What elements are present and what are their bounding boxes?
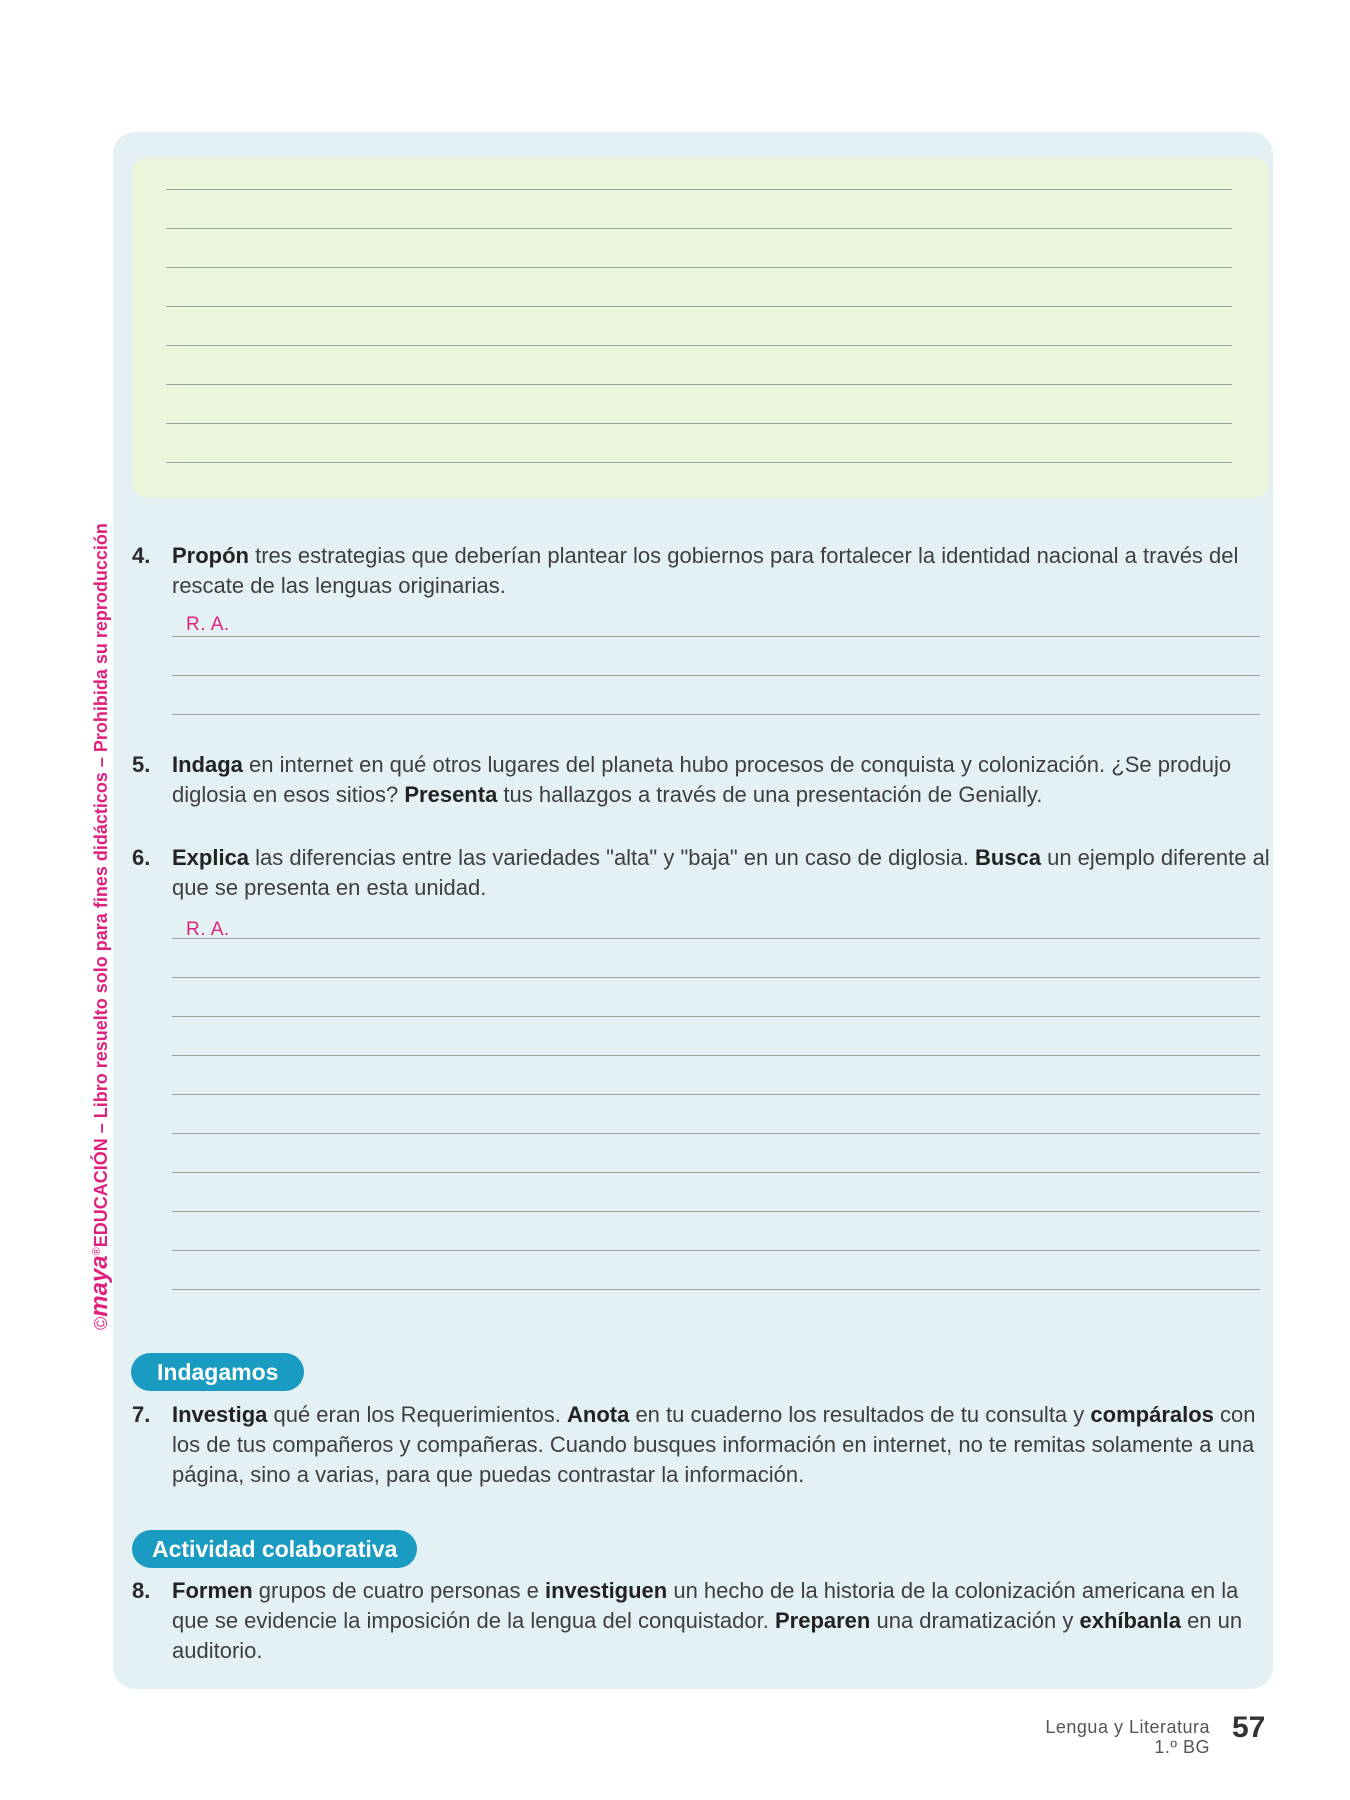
question-verb: Preparen bbox=[774, 1608, 871, 1633]
question-body: tus hallazgos a través de una presentación de Genially. bbox=[497, 782, 1043, 807]
question-verb: Busca bbox=[974, 845, 1041, 870]
subject-name: Lengua y Literatura bbox=[1045, 1717, 1210, 1737]
question-text bbox=[172, 541, 1272, 601]
question-text bbox=[172, 1400, 1272, 1490]
writing-line bbox=[166, 384, 1232, 385]
answer-line bbox=[172, 1211, 1260, 1212]
answer-line bbox=[172, 1016, 1260, 1017]
question-verb: investiguen bbox=[544, 1578, 668, 1603]
question-body: en internet en qué otros lugares del planeta hubo procesos de conquista y colonización. ¿Se produjo diglosia en esos sitios? bbox=[172, 752, 1232, 807]
answer-label: R. A. bbox=[186, 614, 230, 635]
question-body: un ejemplo diferente al que se presenta en esta unidad. bbox=[172, 845, 1270, 900]
answer-line bbox=[172, 1250, 1260, 1251]
question-verb: exhíbanla bbox=[1079, 1608, 1181, 1633]
question-body: qué eran los Requerimientos. bbox=[267, 1402, 567, 1427]
question-text bbox=[172, 843, 1272, 903]
page-number: 57 bbox=[1232, 1711, 1266, 1744]
answer-line bbox=[172, 938, 1260, 939]
question-verb: Formen bbox=[172, 1578, 253, 1603]
section-label-colaborativa: Actividad colaborativa bbox=[132, 1530, 417, 1568]
answer-line bbox=[172, 977, 1260, 978]
section-label-indagamos: Indagamos bbox=[131, 1353, 304, 1391]
question-body: grupos de cuatro personas e bbox=[252, 1578, 545, 1603]
grade-label: 1.º BG bbox=[1154, 1737, 1210, 1757]
question-6 bbox=[132, 843, 1272, 903]
answer-line bbox=[172, 675, 1260, 676]
question-body: con los de tus compañeros y compañeras. Cuando busques información en internet, no te remitas solamente a una página, sino a varias, para que puedas contrastar la información. bbox=[172, 1402, 1256, 1487]
writing-line bbox=[166, 228, 1232, 229]
answer-line bbox=[172, 1289, 1260, 1290]
copyright-text: EDUCACIÓN – Libro resuelto solo para fines didácticos – Prohibida su reproducción bbox=[91, 523, 111, 1248]
answer-line bbox=[172, 1172, 1260, 1173]
question-8 bbox=[132, 1576, 1272, 1666]
writing-line bbox=[166, 462, 1232, 463]
question-text bbox=[172, 750, 1272, 810]
question-body: las diferencias entre las variedades "alta" y "baja" en un caso de diglosia. bbox=[249, 845, 975, 870]
question-verb: Presenta bbox=[404, 782, 498, 807]
writing-line bbox=[166, 267, 1232, 268]
question-body: en tu cuaderno los resultados de tu consulta y bbox=[629, 1402, 1091, 1427]
writing-line bbox=[166, 345, 1232, 346]
question-verb: Investiga bbox=[172, 1402, 268, 1427]
answer-line bbox=[172, 714, 1260, 715]
brand-logo: maya bbox=[86, 1255, 113, 1317]
question-4 bbox=[132, 541, 1272, 601]
answer-line bbox=[172, 636, 1260, 637]
question-text bbox=[172, 1576, 1272, 1666]
writing-line bbox=[166, 306, 1232, 307]
copyright-symbol: © bbox=[91, 1316, 111, 1330]
writing-line bbox=[166, 189, 1232, 190]
copyright-sidebar bbox=[86, 523, 112, 1330]
answer-label: R. A. bbox=[186, 919, 230, 940]
question-body: un hecho de la historia de la colonización americana en la que se evidencie la imposición de la lengua del conquistador. bbox=[172, 1578, 1239, 1633]
footer-subject bbox=[1045, 1717, 1210, 1757]
question-5 bbox=[132, 750, 1272, 810]
question-verb: Propón bbox=[172, 543, 249, 568]
question-body: una dramatización y bbox=[870, 1608, 1080, 1633]
question-number: 5. bbox=[132, 752, 151, 777]
answer-line bbox=[172, 1133, 1260, 1134]
question-number: 4. bbox=[132, 543, 151, 568]
answer-line bbox=[172, 1094, 1260, 1095]
question-body: tres estrategias que deberían plantear los gobiernos para fortalecer la identidad nacional a través del rescate de las lenguas originarias. bbox=[172, 543, 1239, 598]
question-verb: Explica bbox=[172, 845, 250, 870]
question-7 bbox=[132, 1400, 1272, 1490]
writing-box bbox=[132, 157, 1269, 498]
answer-line bbox=[172, 1055, 1260, 1056]
registered-mark: ® bbox=[91, 1247, 103, 1256]
question-number: 6. bbox=[132, 845, 151, 870]
question-verb: Indaga bbox=[172, 752, 243, 777]
question-number: 7. bbox=[132, 1402, 151, 1427]
question-verb: Anota bbox=[567, 1402, 630, 1427]
question-verb: compáralos bbox=[1090, 1402, 1214, 1427]
question-number: 8. bbox=[132, 1578, 151, 1603]
question-body: en un auditorio. bbox=[172, 1608, 1243, 1663]
writing-line bbox=[166, 423, 1232, 424]
